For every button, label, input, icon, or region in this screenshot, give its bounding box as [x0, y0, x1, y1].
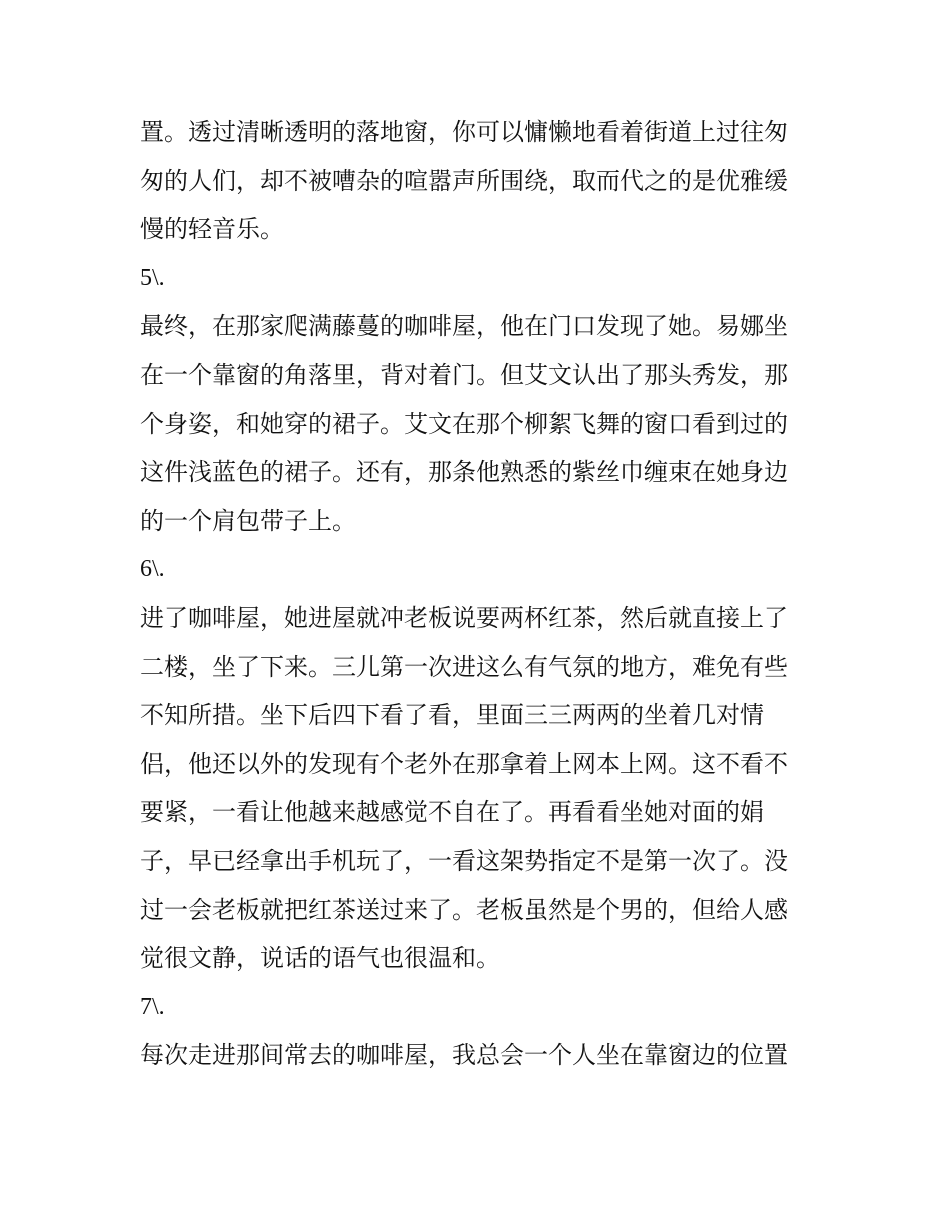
paragraph-line: 不知所措。坐下后四下看了看，里面三三两两的坐着几对情 [140, 701, 764, 730]
paragraph-line: 子，早已经拿出手机玩了，一看这架势指定不是第一次了。没 [140, 846, 788, 875]
section-number: 7\. [140, 993, 165, 1020]
document-body [140, 108, 830, 1080]
paragraph-line: 二楼，坐了下来。三儿第一次进这么有气氛的地方，难免有些 [140, 652, 788, 681]
paragraph-line: 每次走进那间常去的咖啡屋，我总会一个人坐在靠窗边的位置 [140, 1041, 788, 1070]
paragraph-line: 在一个靠窗的角落里，背对着门。但艾文认出了那头秀发，那 [140, 360, 788, 389]
paragraph-line: 进了咖啡屋，她进屋就冲老板说要两杯红茶，然后就直接上了 [140, 603, 788, 632]
section-number: 6\. [140, 556, 165, 583]
paragraph-line: 最终，在那家爬满藤蔓的咖啡屋，他在门口发现了她。易娜坐 [140, 312, 788, 341]
section-number: 5\. [140, 264, 165, 291]
paragraph-line: 置。透过清晰透明的落地窗，你可以慵懒地看着街道上过往匆 [140, 118, 788, 146]
paragraph-line: 侣，他还以外的发现有个老外在那拿着上网本上网。这不看不 [140, 749, 788, 778]
paragraph-line: 个身姿，和她穿的裙子。艾文在那个柳絮飞舞的窗口看到过的 [140, 409, 788, 438]
paragraph-line: 这件浅蓝色的裙子。还有，那条他熟悉的紫丝巾缠束在她身边 [140, 458, 788, 487]
paragraph-line: 慢的轻音乐。 [140, 215, 284, 244]
paragraph-line: 匆的人们，却不被嘈杂的喧嚣声所围绕，取而代之的是优雅缓 [140, 166, 788, 195]
paragraph-line: 觉很文静，说话的语气也很温和。 [140, 944, 500, 973]
paragraph-line: 过一会老板就把红茶送过来了。老板虽然是个男的，但给人感 [140, 895, 788, 924]
paragraph-line: 的一个肩包带子上。 [140, 506, 356, 535]
paragraph-line: 要紧，一看让他越来越感觉不自在了。再看看坐她对面的娟 [140, 798, 764, 827]
